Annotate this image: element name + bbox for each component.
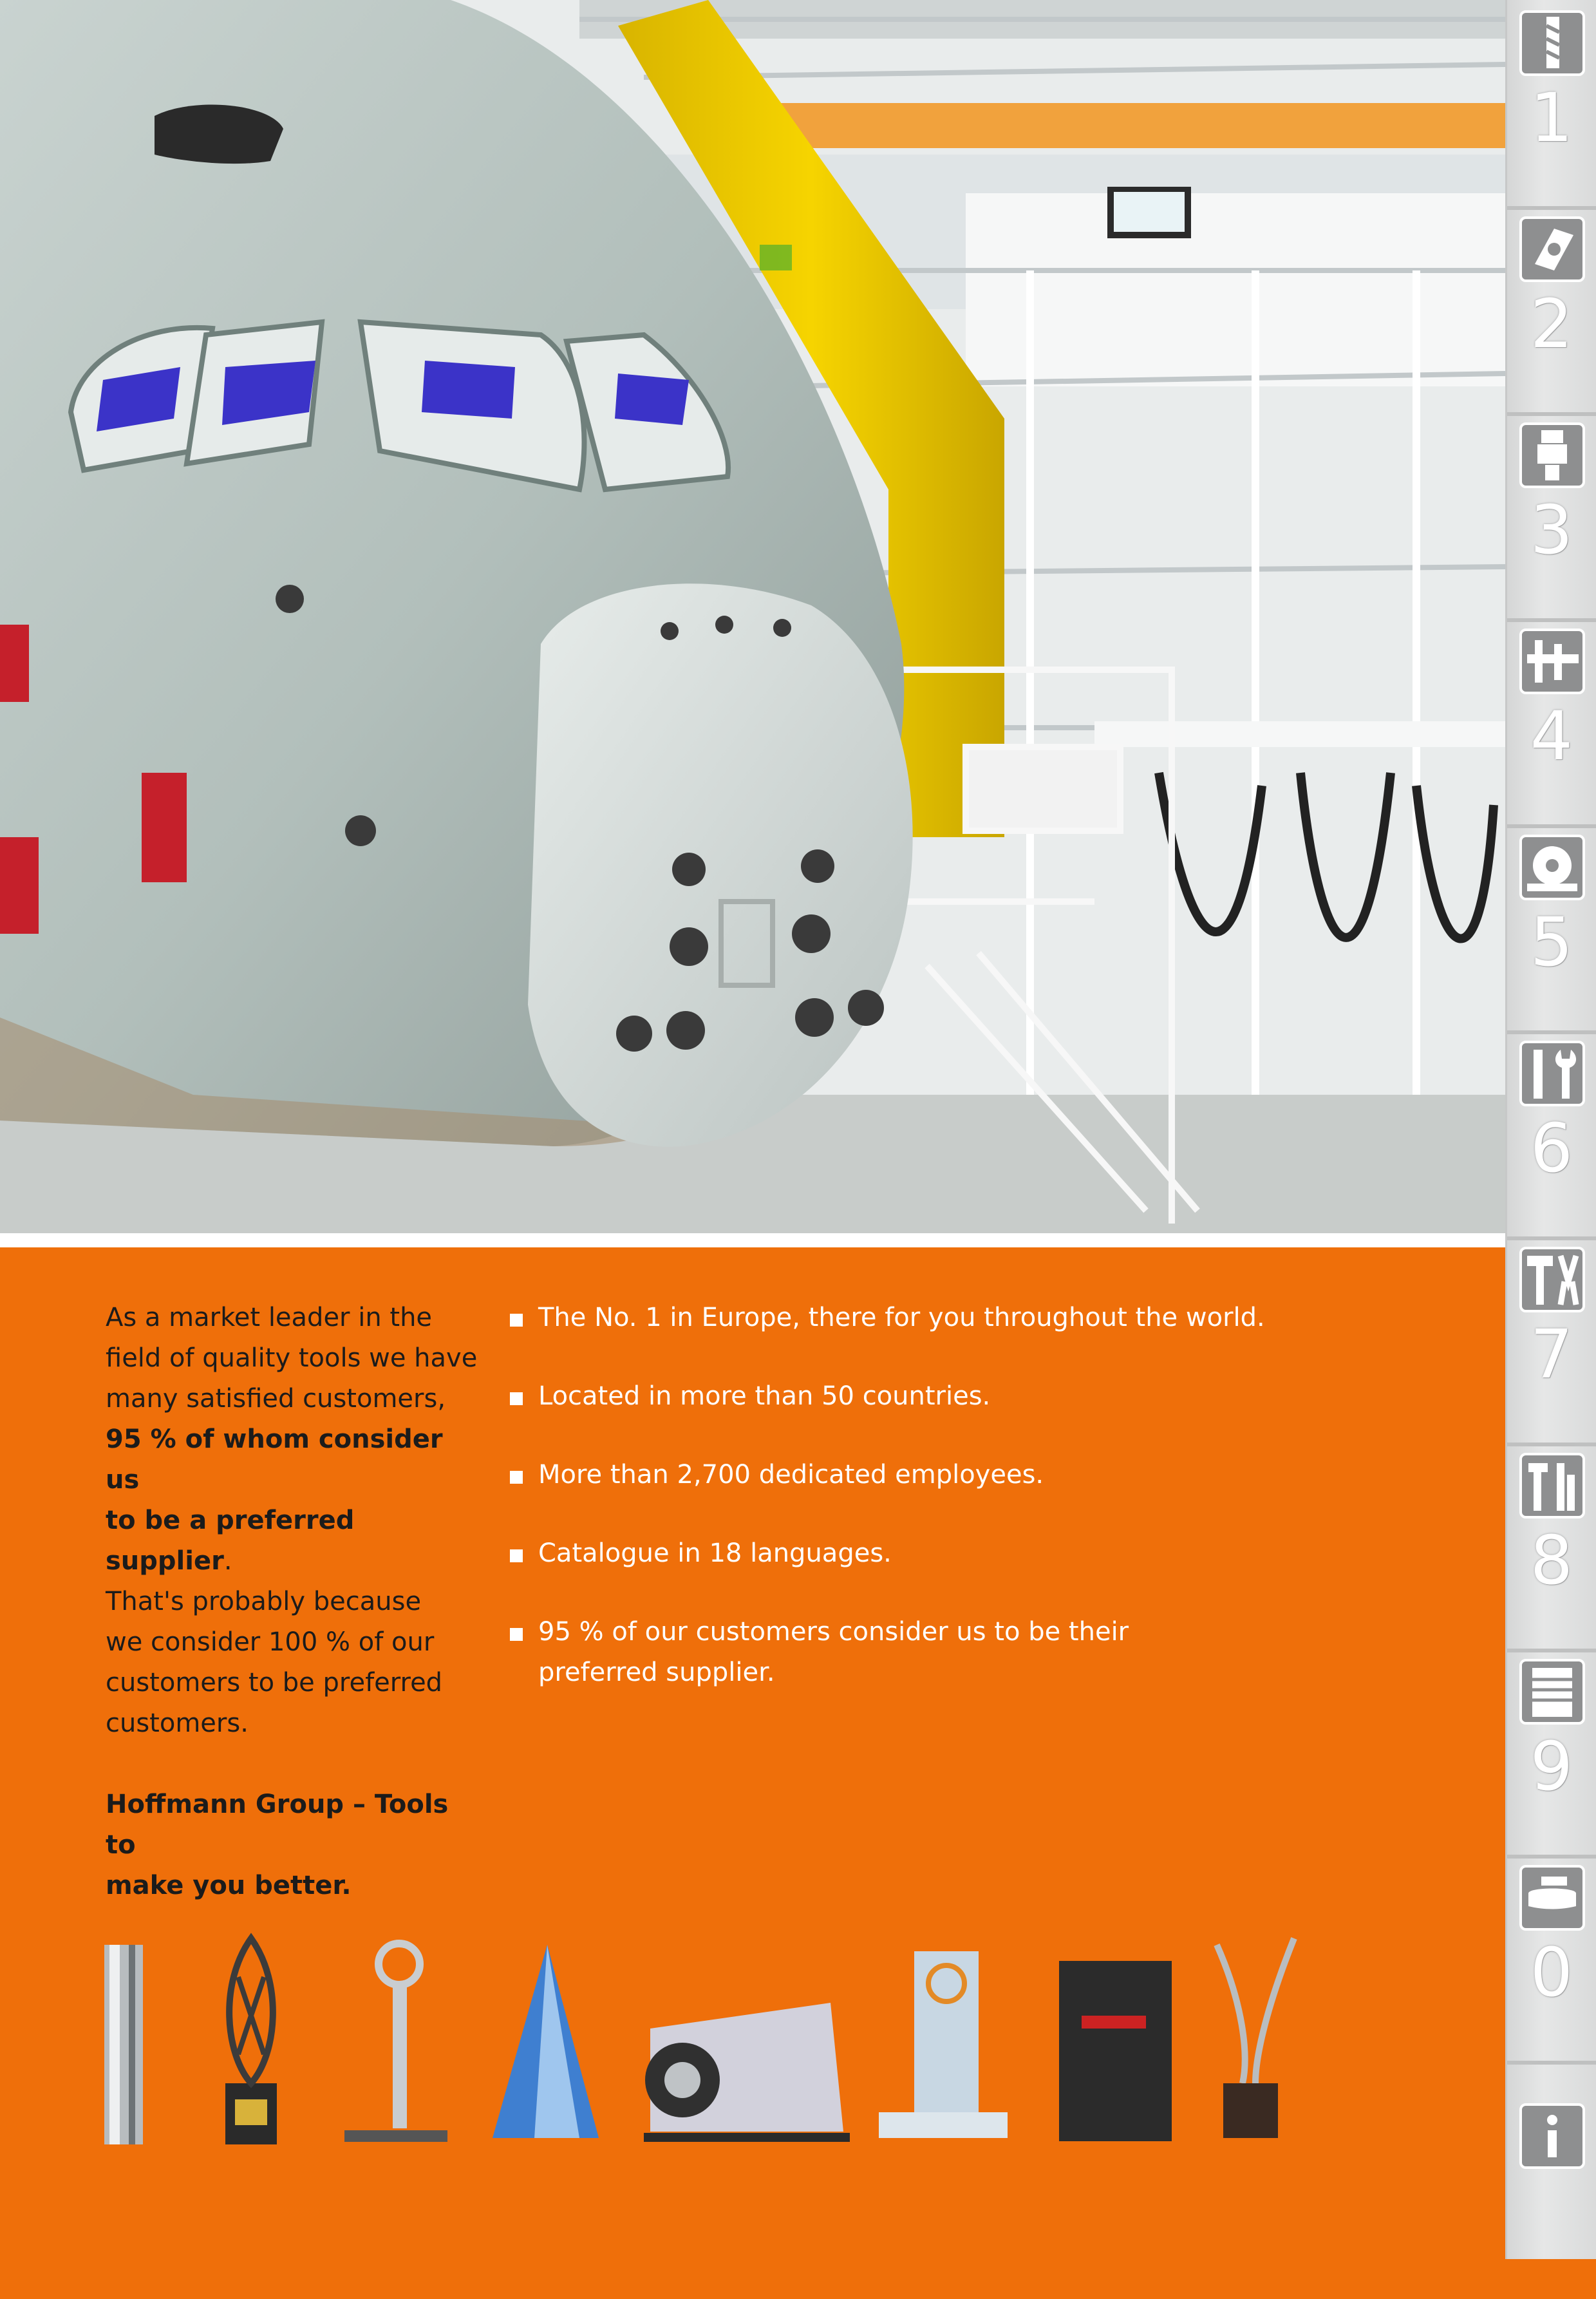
intro-line: customers. [106, 1708, 249, 1738]
intro-line: As a market leader in the [106, 1303, 433, 1332]
intro-line: customers to be preferred [106, 1668, 443, 1698]
intro-line: we consider 100 % of our [106, 1627, 435, 1657]
fact-item: More than 2,700 dedicated employees. [509, 1455, 1281, 1495]
intro-bold-line: 95 % of whom consider us [106, 1424, 443, 1495]
chapter-number: 6 [1530, 1109, 1573, 1187]
chapter-tab-9[interactable] [1514, 1649, 1590, 1855]
fact-item: Located in more than 50 countries. [509, 1376, 1281, 1417]
chapter-tab-8[interactable] [1514, 1443, 1590, 1649]
trophy-icon [344, 1944, 447, 2142]
chapter-number: 9 [1530, 1727, 1573, 1806]
drill-bit-icon [1519, 10, 1585, 76]
chapter-tab-6[interactable] [1514, 1030, 1590, 1236]
chapter-tab-0[interactable] [1514, 1855, 1590, 2061]
chapter-number: 3 [1530, 491, 1573, 569]
chapter-tab-1[interactable] [1514, 0, 1590, 206]
intro-line: field of quality tools we have [106, 1343, 478, 1373]
facts-list [509, 1298, 1281, 1731]
chapter-number: 2 [1530, 285, 1573, 363]
tool-cabinet-icon [1519, 1659, 1585, 1725]
slogan-line: make you better. [106, 1871, 352, 1900]
intro-line: many satisfied customers, [106, 1384, 446, 1414]
fact-item: 95 % of our customers consider us to be their preferred supplier. [509, 1612, 1246, 1693]
chapter-tab-strip [1505, 0, 1596, 2259]
trophy-icon [104, 1945, 143, 2144]
intro-line: That's probably because [106, 1587, 422, 1616]
chapter-number: 4 [1530, 697, 1573, 775]
chapter-number: 0 [1530, 1933, 1573, 2012]
chapter-tab-5[interactable] [1514, 824, 1590, 1030]
awards-row [90, 1925, 1313, 2157]
fact-item: The No. 1 in Europe, there for you throughout the world. [509, 1298, 1281, 1338]
intro-bold-line: to be a preferred supplier. [106, 1506, 355, 1576]
fact-item: Catalogue in 18 languages. [509, 1533, 1281, 1574]
trophy-icon [225, 1938, 277, 2144]
slogan-line: Hoffmann Group – Tools to [106, 1790, 449, 1860]
trophy-icon [1217, 1938, 1294, 2138]
trophy-icon [879, 1951, 1008, 2138]
indexable-insert-icon [1519, 216, 1585, 282]
caliper-icon [1519, 629, 1585, 694]
trophy-icon [493, 1945, 599, 2138]
chapter-number: 5 [1530, 903, 1573, 981]
chapter-number: 7 [1530, 1315, 1573, 1394]
grinding-disc-icon [1519, 835, 1585, 900]
chapter-tab-4[interactable] [1514, 618, 1590, 824]
trophy-icon [1059, 1961, 1172, 2141]
hammer-pliers-icon [1519, 1247, 1585, 1312]
chapter-tab-3[interactable] [1514, 412, 1590, 618]
trophy-icon [644, 2003, 850, 2142]
chapter-tab-7[interactable] [1514, 1236, 1590, 1443]
photo-divider [0, 1233, 1505, 1247]
intro-text [106, 1298, 479, 1906]
chapter-number: 8 [1530, 1521, 1573, 1600]
chapter-tab-info[interactable] [1514, 2093, 1590, 2299]
tool-holder-icon [1519, 422, 1585, 488]
chapter-tab-2[interactable] [1514, 206, 1590, 412]
info-icon [1519, 2103, 1585, 2169]
workshop-tools-icon [1519, 1453, 1585, 1518]
safety-goggles-icon [1519, 1865, 1585, 1931]
chapter-number: 1 [1530, 79, 1573, 157]
spanner-screwdriver-icon [1519, 1041, 1585, 1106]
